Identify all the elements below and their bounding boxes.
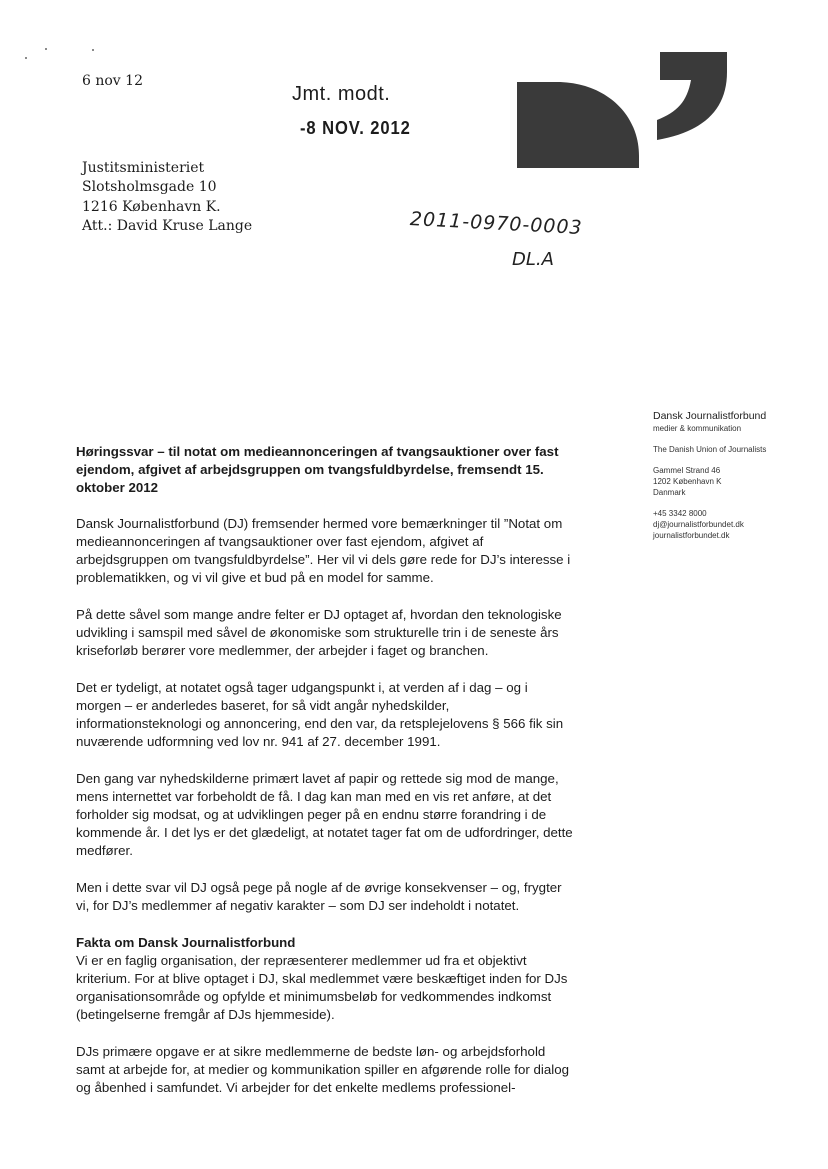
letter-heading: Høringssvar – til notat om medieannonceringen af tvangsauktioner over fast ejendom, afgivet af arbejdsgruppen om tvangsfuldbyrdelse, fremsendt 15. oktober 2012 bbox=[76, 444, 559, 495]
body-paragraph: På dette såvel som mange andre felter er DJ optaget af, hvordan den teknologiske udvikling i samspil med såvel de økonomiske som strukturelle trin i de seneste års kriseforløb berører vore medlemmer, der arbejder i faget og branchen. bbox=[76, 607, 562, 658]
dj-logo-d-shape bbox=[517, 82, 639, 168]
body-paragraph: Den gang var nyhedskilderne primært lavet af papir og rettede sig mod de mange, mens internettet var forbeholdt de få. I dag kan man med en vis ret anføre, at det forholder sig modsat, og at udviklingen peger på en endnu større forandring i de kommende år. I det lys er det glædeligt, at notatet tager fat om de udfordringer, dette medfører. bbox=[76, 771, 573, 858]
recipient-line: Att.: David Kruse Lange bbox=[82, 217, 253, 234]
scan-speck bbox=[25, 57, 27, 59]
recipient-line: Justitsministeriet bbox=[82, 160, 205, 176]
sender-address-line: Danmark bbox=[653, 488, 686, 497]
letter-body bbox=[76, 443, 576, 1116]
body-paragraph: Det er tydeligt, at notatet også tager udgangspunkt i, at verden af i dag – og i morgen – er anderledes baseret, for så vidt angår nyhedskilder, informationsteknologi og annoncering, end den var, da retsplejelovens § 566 fik sin nuværende udformning ved lov nr. 941 af 27. december 1991. bbox=[76, 680, 564, 749]
scan-speck bbox=[92, 49, 94, 51]
dj-logo-j-shape bbox=[657, 52, 727, 140]
body-paragraph: Men i dette svar vil DJ også pege på nogle af de øvrige konsekvenser – og, frygter vi, for DJ’s medlemmer af negativ karakter – som DJ ser indeholdt i notatet. bbox=[76, 880, 562, 913]
section-paragraph: DJs primære opgave er at sikre medlemmerne de bedste løn- og arbejdsforhold samt at arbejde for, at medier og kommunikation spiller en afgørende rolle for dialog og åbenhed i samfundet. Vi arbejder for det enkelte medlems professionel- bbox=[76, 1044, 569, 1095]
sender-info bbox=[653, 410, 823, 541]
handwritten-case-number: 2011-0970-0003 bbox=[409, 208, 584, 240]
sender-address-line: 1202 København K bbox=[653, 477, 722, 486]
recipient-line: Slotsholmsgade 10 bbox=[82, 179, 217, 196]
sender-website: journalistforbundet.dk bbox=[653, 531, 730, 540]
section-paragraph: Vi er en faglig organisation, der repræsenterer medlemmer ud fra et objektivt kriterium. For at blive optaget i DJ, skal medlemmet være beskæftiget inden for DJs organisationsområde og opfylde et minimumsbeløb for vedkommendes indkomst (betingelserne fremgår af DJs hjemmeside). bbox=[76, 953, 568, 1022]
received-stamp-title: Jmt. modt. bbox=[292, 83, 391, 105]
sender-english-name: The Danish Union of Journalists bbox=[653, 445, 767, 454]
letter-date: 6 nov 12 bbox=[82, 73, 143, 89]
sender-tagline: medier & kommunikation bbox=[653, 424, 742, 433]
recipient-line: 1216 København K. bbox=[82, 198, 221, 215]
received-stamp-date: -8 NOV. 2012 bbox=[300, 118, 411, 138]
section-heading: Fakta om Dansk Journalistforbund bbox=[76, 935, 296, 950]
sender-org-name: Dansk Journalistforbund bbox=[653, 410, 767, 422]
scan-speck bbox=[45, 48, 47, 50]
sender-address-line: Gammel Strand 46 bbox=[653, 466, 721, 475]
dj-logo bbox=[517, 52, 727, 168]
body-paragraph: Dansk Journalistforbund (DJ) fremsender hermed vore bemærkninger til ”Notat om medieannonceringen af tvangsauktioner over fast ejendom, afgivet af arbejdsgruppen om tvangsfuldbyrdelse”. Her vil vi dels gøre rede for DJ’s interesse i problematikken, og vi vil give et bud på en model for samme. bbox=[76, 516, 571, 585]
recipient-address bbox=[82, 159, 252, 236]
sender-phone: +45 3342 8000 bbox=[653, 509, 707, 518]
handwritten-initials: DL.A bbox=[512, 249, 554, 270]
sender-email: dj@journalistforbundet.dk bbox=[653, 520, 744, 529]
